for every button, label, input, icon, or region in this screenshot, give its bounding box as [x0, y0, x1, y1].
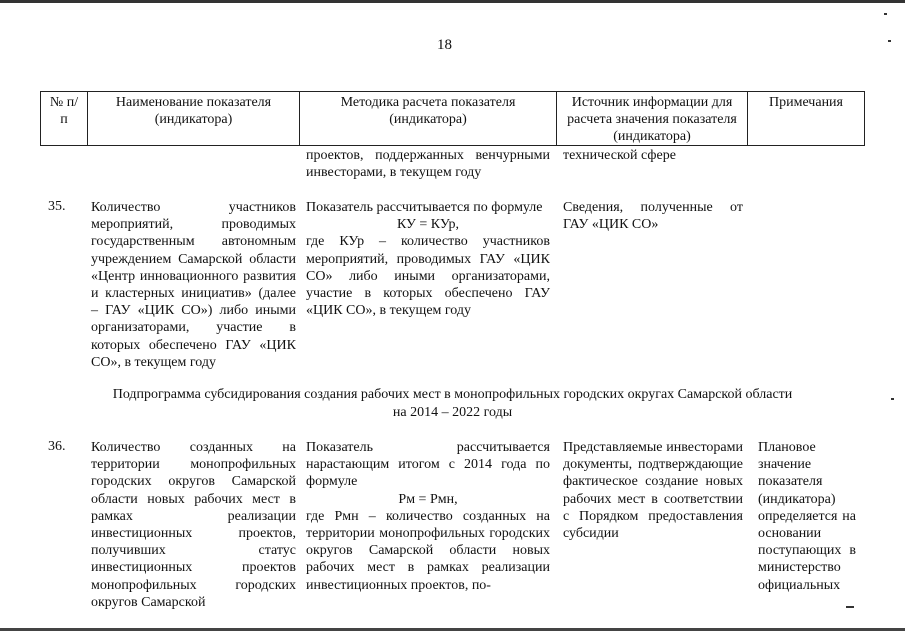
row35-number: 35.	[48, 199, 66, 214]
scan-speck	[846, 606, 854, 608]
row36-number: 36.	[48, 439, 66, 454]
scan-speck	[891, 398, 894, 400]
header-method-label: Методика расчета показателя (индикатора)	[340, 95, 516, 127]
subprogram-heading	[40, 386, 865, 422]
row35-formula: КУ = КУр,	[396, 217, 460, 233]
row36-method-intro: Показатель рассчитывается нарастающим итогом с 2014 года по формуле	[306, 440, 550, 490]
row36-formula: Рм = Рмн,	[398, 491, 458, 507]
header-name	[87, 91, 300, 146]
top-border	[0, 0, 905, 3]
row35-method	[306, 199, 550, 319]
row35-source: Сведения, полученные от ГАУ «ЦИК СО»	[563, 200, 743, 233]
subprogram-title-line1: Подпрограмма субсидирования создания рабочих мест в монопрофильных городских округах Самарской области	[112, 387, 793, 402]
row36-notes: Плановое значение показателя (индикатора) определяется на основании поступающих в министерство официальных	[758, 440, 856, 593]
bottom-border	[0, 628, 905, 631]
header-number	[40, 91, 88, 146]
page-number: 18	[437, 37, 452, 53]
header-source-label: Источник информации для расчета значения показателя (индикатора)	[567, 95, 737, 144]
header-name-label: Наименование показателя (индикатора)	[115, 95, 272, 127]
scan-speck	[888, 40, 891, 42]
header-notes-label: Примечания	[768, 95, 843, 110]
subprogram-title-line2: на 2014 – 2022 годы	[392, 405, 513, 420]
row36-method	[306, 439, 550, 594]
row35-name: Количество участников мероприятий, проводимых государственным автономным учреждением Самарской области «Центр инновационного развития и кластерных инициатив» (далее – ГАУ «ЦИК СО») либо иными организаторами, участие в которых обеспечено ГАУ «ЦИК СО», в текущем году	[91, 200, 296, 370]
continuation-method: проектов, поддержанных венчурными инвесторами, в текущем году	[306, 148, 550, 181]
row36-source: Представляемые инвесторами документы, подтверждающие фактическое создание новых рабочих мест в соответствии с Порядком предоставления субсидии	[563, 440, 743, 542]
row35-method-body: где КУр – количество участников мероприятий, проводимых ГАУ «ЦИК СО» либо иными организаторами, участие в которых обеспечено ГАУ «ЦИК СО», в текущем году	[306, 234, 550, 319]
continuation-source: технической сфере	[563, 148, 676, 163]
scan-speck	[884, 13, 887, 15]
header-method	[299, 91, 557, 146]
row36-name: Количество созданных на территории монопрофильных городских округов Самарской области новых рабочих мест в рамках реализации инвестиционных проектов, получивших статус инвестиционных проектов монопрофильных городских округов Самарской	[91, 440, 296, 610]
header-notes	[747, 91, 865, 146]
header-source	[556, 91, 748, 146]
header-number-label: № п/п	[49, 95, 79, 127]
row35-method-intro: Показатель рассчитывается по формуле	[306, 200, 543, 215]
row36-method-body: где Рмн – количество созданных на территории монопрофильных городских округов Самарской области новых рабочих мест в рамках реализации инвестиционных проектов, по-	[306, 508, 550, 593]
